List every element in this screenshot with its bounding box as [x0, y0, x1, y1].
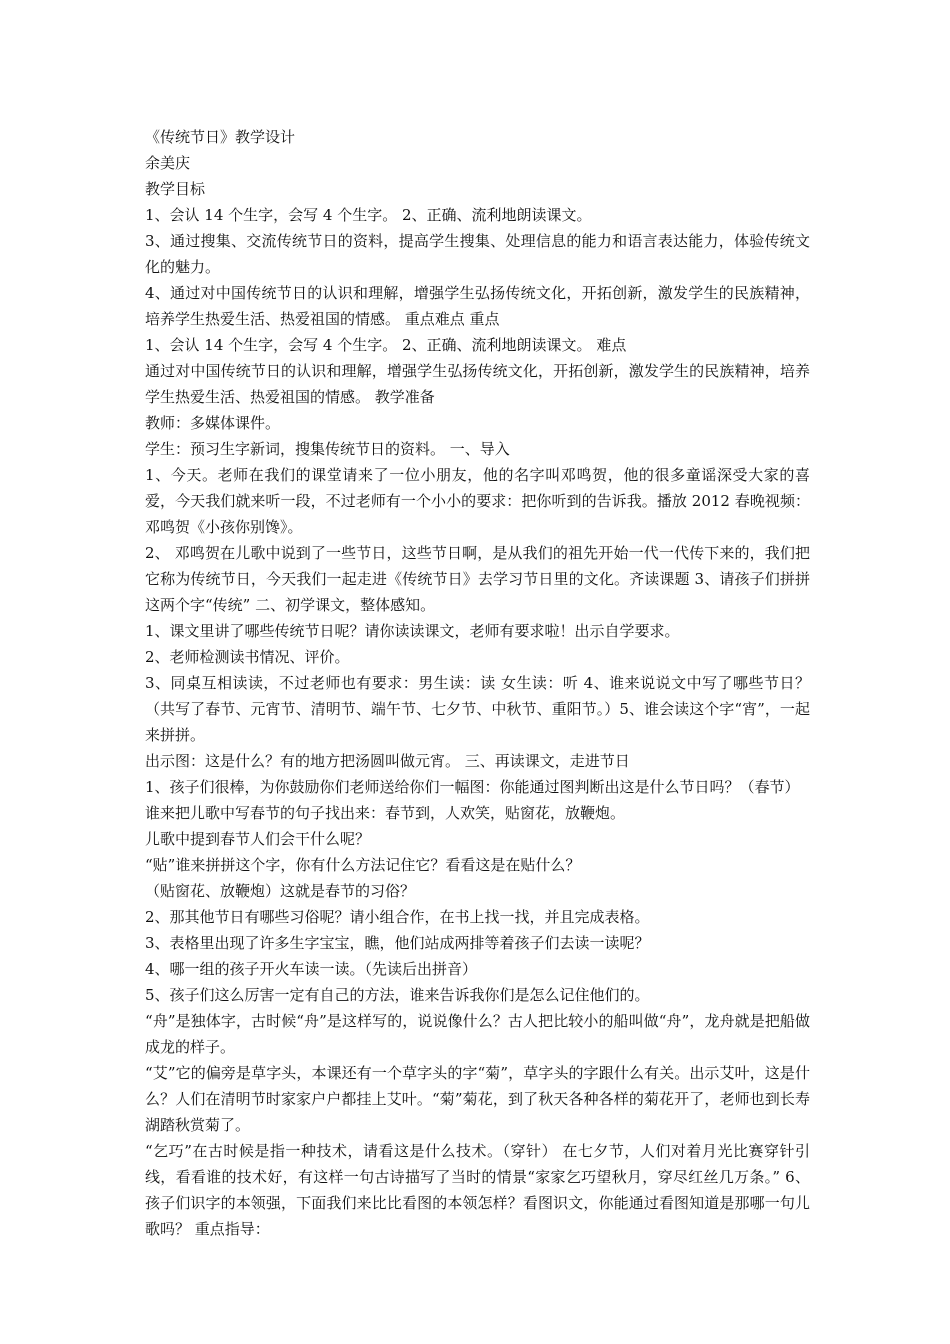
paragraph: 1、孩子们很棒，为你鼓励你们老师送给你们一幅图：你能通过图判断出这是什么节日吗？（春节）	[145, 778, 800, 796]
paragraph: 3、同桌互相读读，不过老师也有要求：男生读：读 女生读：听 4、谁来说说文中写了哪些节日？（共写了春节、元宵节、清明节、端午节、七夕节、中秋节、重阳节。）5、谁会读这个字“宵”，一起来拼拼。	[145, 674, 810, 744]
paragraph: 3、通过搜集、交流传统节日的资料，提高学生搜集、处理信息的能力和语言表达能力，体验传统文化的魅力。	[145, 232, 810, 276]
doc-title: 《传统节日》教学设计	[145, 128, 296, 146]
paragraph: “贴”谁来拼拼这个字，你有什么方法记住它？看看这是在贴什么？	[145, 856, 581, 874]
paragraph: 2、老师检测读书情况、评价。	[145, 648, 350, 666]
author-name: 余美庆	[145, 154, 191, 172]
paragraph: “艾”它的偏旁是草字头，本课还有一个草字头的字“菊”，草字头的字跟什么有关。出示艾叶，这是什么？人们在清明节时家家户户都挂上艾叶。“菊”菊花，到了秋天各种各样的菊花开了，老师也到长寿湖踏秋赏菊了。	[145, 1064, 810, 1134]
paragraph: “舟”是独体字，古时候“舟”是这样写的，说说像什么？古人把比较小的船叫做“舟”，龙舟就是把船做成龙的样子。	[145, 1012, 810, 1056]
paragraph: 1、会认 14 个生字，会写 4 个生字。 2、正确、流利地朗读课文。 难点	[145, 336, 627, 354]
paragraph: 学生：预习生字新词，搜集传统节日的资料。 一、导入	[145, 440, 510, 458]
document-page	[145, 124, 810, 1242]
paragraph: 1、会认 14 个生字，会写 4 个生字。 2、正确、流利地朗读课文。	[145, 206, 592, 224]
paragraph: 儿歌中提到春节人们会干什么呢？	[145, 830, 371, 848]
paragraph: 2、那其他节日有哪些习俗呢？请小组合作，在书上找一找，并且完成表格。	[145, 908, 650, 926]
paragraph: “乞巧”在古时候是指一种技术，请看这是什么技术。（穿针） 在七夕节，人们对着月光比赛穿针引线，看看谁的技术好，有这样一句古诗描写了当时的情景“家家乞巧望秋月，穿尽红丝几万条。” 6、孩子们识字的本领强，下面我们来比比看图的本领怎样？看图识文，你能通过看图知道是那哪一句儿歌吗？ 重点指导：	[145, 1142, 810, 1238]
paragraph: 1、今天。老师在我们的课堂请来了一位小朋友，他的名字叫邓鸣贺，他的很多童谣深受大家的喜爱，今天我们就来听一段，不过老师有一个小小的要求：把你听到的告诉我。播放 2012 春晚视频：邓鸣贺《小孩你别馋》。	[145, 466, 810, 536]
paragraph: 3、表格里出现了许多生字宝宝，瞧，他们站成两排等着孩子们去读一读呢？	[145, 934, 650, 952]
paragraph: 4、通过对中国传统节日的认识和理解，增强学生弘扬传统文化，开拓创新，激发学生的民族精神，培养学生热爱生活、热爱祖国的情感。 重点难点 重点	[145, 284, 810, 328]
paragraph: 1、课文里讲了哪些传统节日呢？请你读读课文，老师有要求啦！出示自学要求。	[145, 622, 680, 640]
paragraph: 谁来把儿歌中写春节的句子找出来：春节到，人欢笑，贴窗花，放鞭炮。	[145, 804, 626, 822]
paragraph: 教师：多媒体课件。	[145, 414, 281, 432]
paragraph: 5、孩子们这么厉害一定有自己的方法，谁来告诉我你们是怎么记住他们的。	[145, 986, 650, 1004]
section-heading-goals: 教学目标	[145, 180, 206, 198]
paragraph: （贴窗花、放鞭炮）这就是春节的习俗？	[145, 882, 416, 900]
paragraph: 通过对中国传统节日的认识和理解，增强学生弘扬传统文化，开拓创新，激发学生的民族精神，培养学生热爱生活、热爱祖国的情感。 教学准备	[145, 362, 810, 406]
paragraph: 4、哪一组的孩子开火车读一读。（先读后出拼音）	[145, 960, 478, 978]
paragraph: 出示图：这是什么？有的地方把汤圆叫做元宵。 三、再读课文，走进节日	[145, 752, 630, 770]
paragraph: 2、 邓鸣贺在儿歌中说到了一些节日，这些节日啊，是从我们的祖先开始一代一代传下来的，我们把它称为传统节日，今天我们一起走进《传统节日》去学习节日里的文化。齐读课题 3、请孩子们拼拼这两个字“传统” 二、初学课文，整体感知。	[145, 544, 810, 614]
